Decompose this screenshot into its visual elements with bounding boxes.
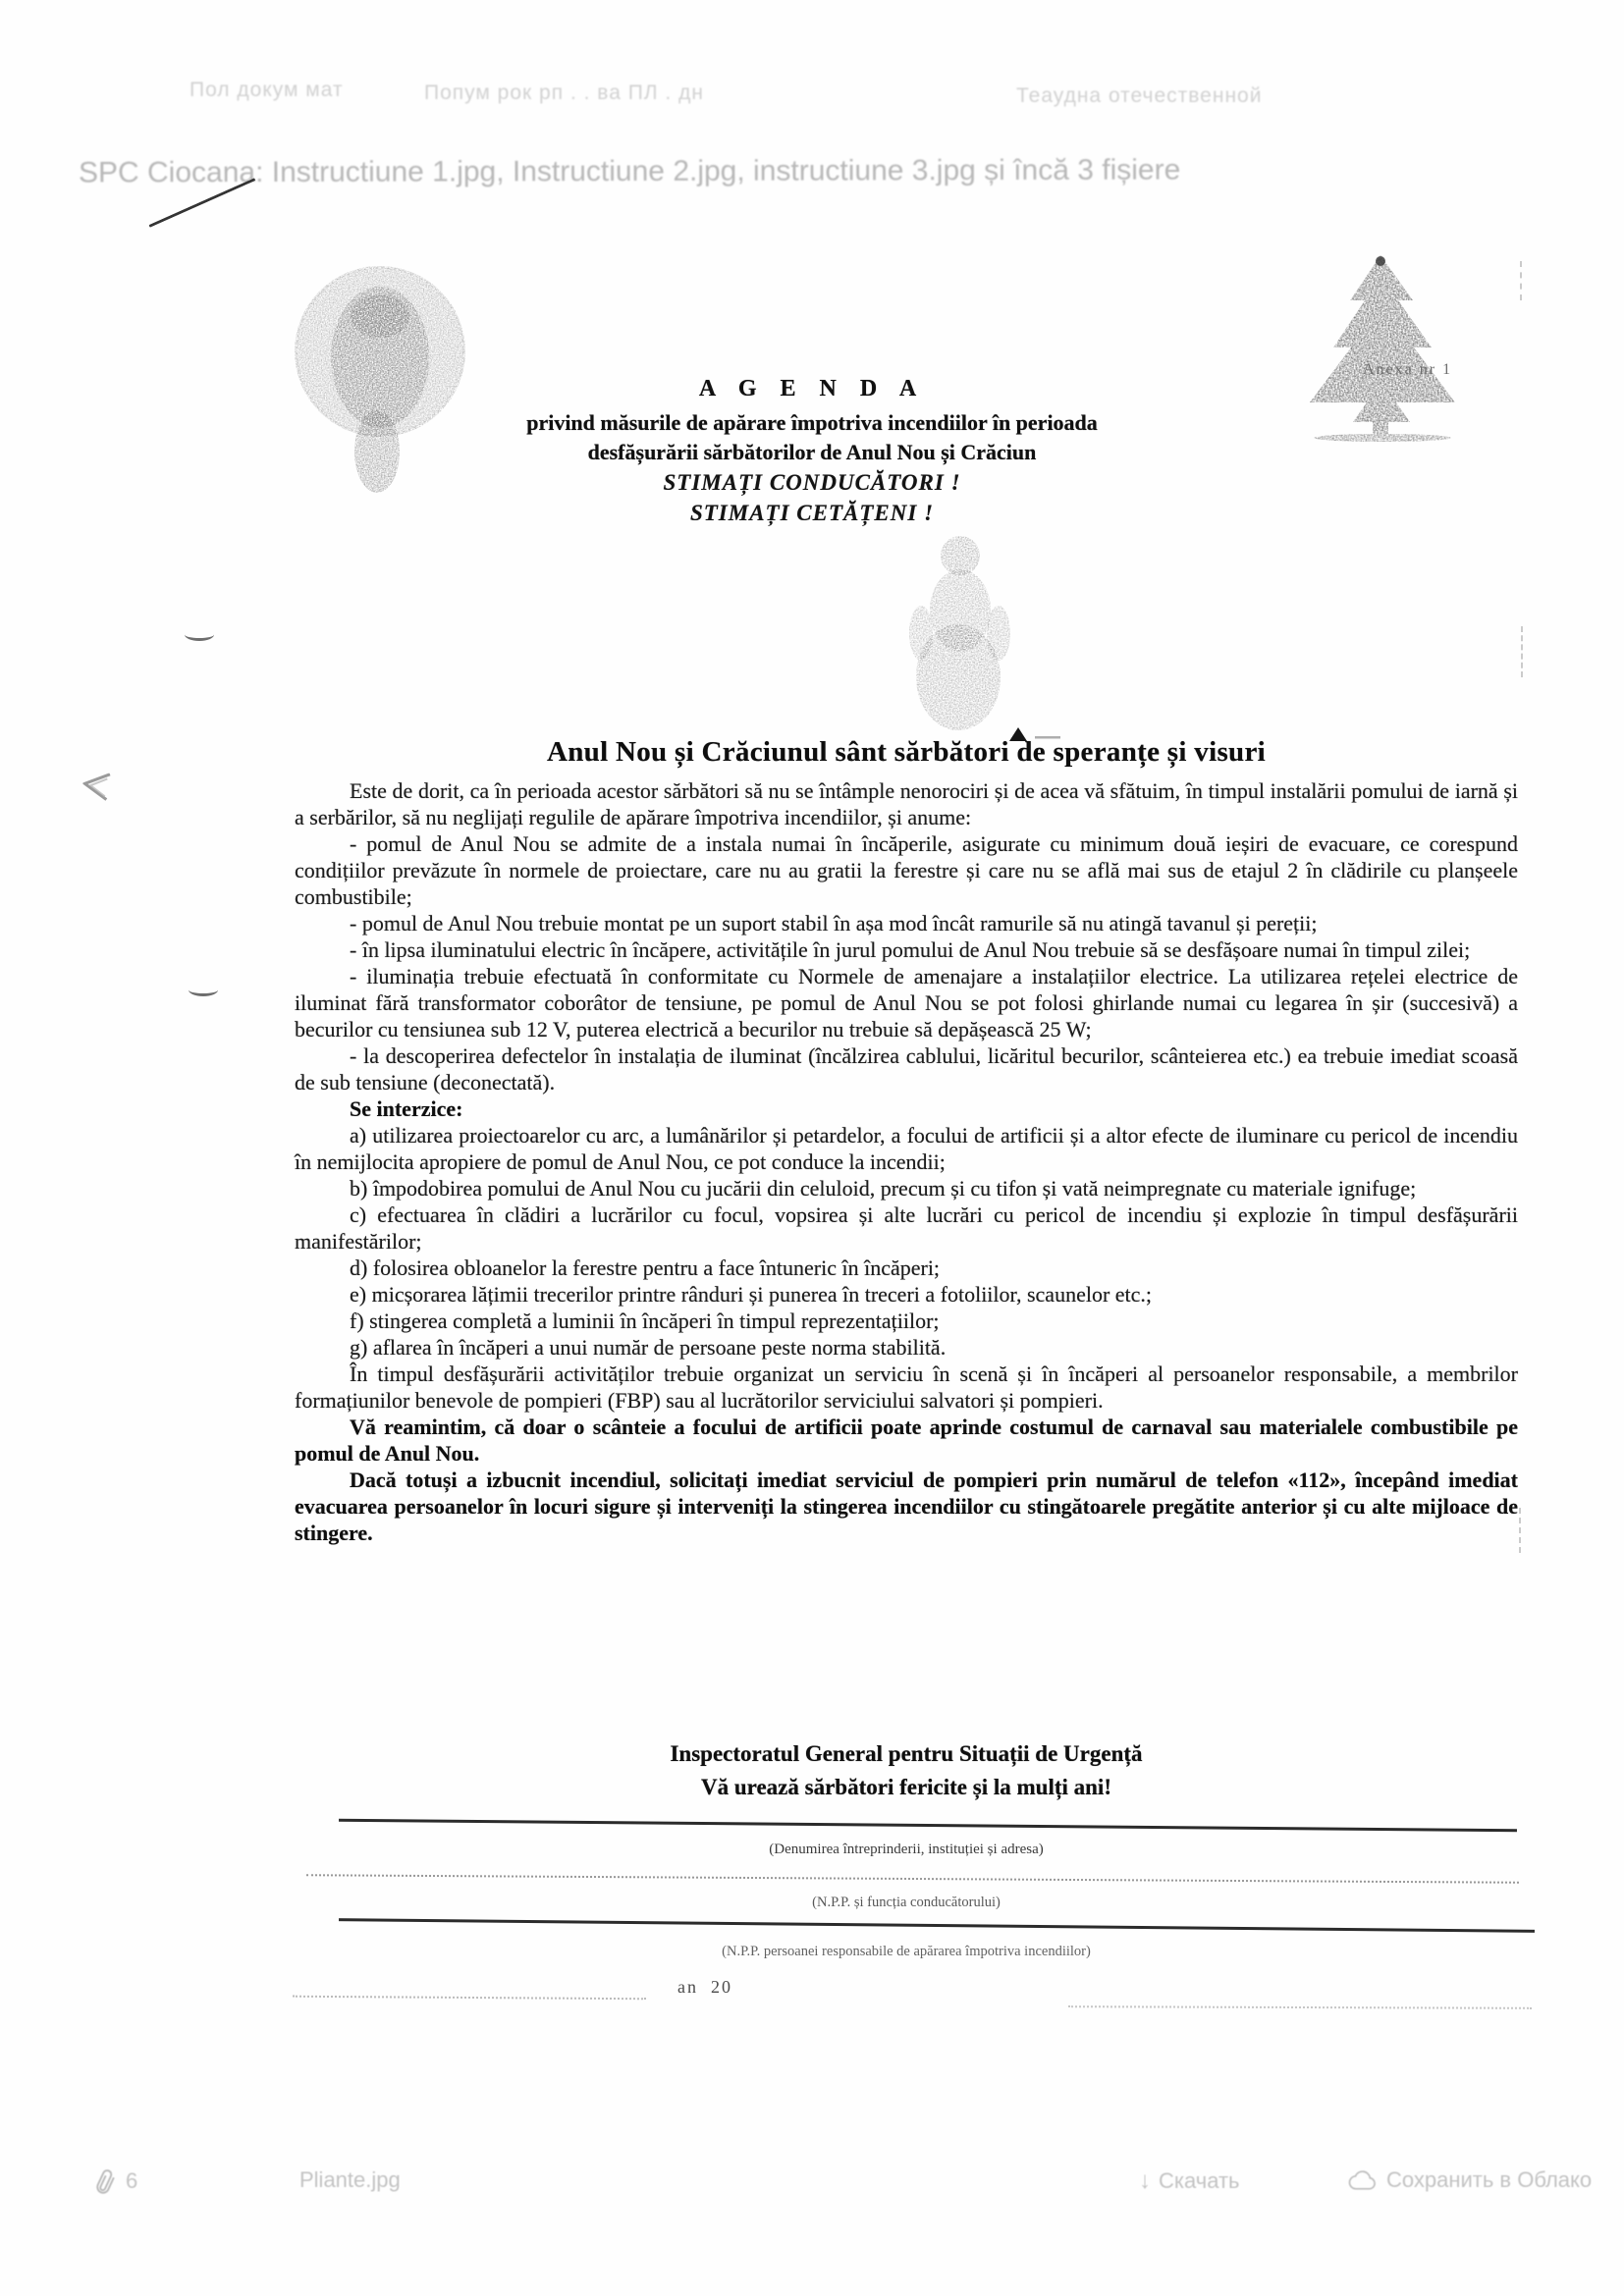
document-title: A G E N D A (698, 376, 926, 401)
salutation-leaders: STIMAȚI CONDUCĂTORI ! (663, 470, 961, 495)
paperclip-icon (86, 2163, 122, 2199)
file-tab-label: Pliante.jpg (299, 2167, 401, 2192)
form-rule (339, 1819, 1517, 1833)
signature-line-1: Inspectoratul General pentru Situații de Urgență (670, 1741, 1143, 1766)
download-icon: ↓ (1139, 2167, 1151, 2194)
signature-block (295, 1737, 1518, 1804)
margin-tick-mark (189, 984, 218, 996)
closing-paragraph: În timpul desfășurării activităților trebuie organizat un serviciu în scenă și în încăperi al persoanelor responsabile, a membrilor formațiunilor benevole de pompieri (FBP) sau al lucrătorilor serviciului salvatori și pompieri. (295, 1362, 1518, 1413)
interdiction-item: d) folosirea obloanelor la ferestre pentru a face întuneric în încăperi; (350, 1255, 941, 1280)
dotted-line (293, 1996, 646, 2001)
signature-line-2: Vă urează sărbători fericite și la mulți ani! (701, 1775, 1111, 1799)
interdiction-item: a) utilizarea proiectoarelor cu arc, a lumânărilor și petardelor, a focului de artificii și a altor efecte de iluminare cu pericol de incendiu în nemijlocita apropiere de pomul de Anul Nou, ce pot conduce la incendii; (295, 1123, 1518, 1174)
document-heading: Anul Nou și Crăciunul sânt sărbători de speranțe și visuri (546, 736, 1266, 768)
warning-paragraph: Vă reamintim, că doar o scânteie a focului de artificii poate aprinde costumul de carnaval sau materialele combustibile pe pomul de Anul Nou. (295, 1415, 1518, 1466)
form-caption: (Denumirea întreprinderii, instituției și adresa) (769, 1842, 1044, 1857)
santa-figure-image (895, 530, 1028, 736)
download-button[interactable] (1139, 2167, 1240, 2195)
scan-artifact-dashes (1521, 626, 1523, 677)
cloud-icon (1347, 2169, 1379, 2191)
paragraph: - la descoperirea defectelor în instalația de iluminat (încălzirea cablului, licăritul becurilor, scânteierea etc.) ea trebuie imediat scoasă de sub tensiune (deconectată). (295, 1043, 1518, 1095)
salutation-citizens: STIMAȚI CETĂȚENI ! (689, 501, 935, 525)
interdiction-item: f) stingerea completă a luminii în încăperi în timpul reprezentațiilor; (350, 1308, 940, 1333)
file-tab[interactable] (299, 2167, 401, 2193)
attachment-count: 6 (126, 2168, 138, 2193)
interdiction-heading: Se interzice: (350, 1096, 463, 1121)
form-rule (306, 1874, 1519, 1884)
interdiction-item: b) împodobirea pomului de Anul Nou cu jucării din celuloid, precum și cu tifon și vată neimpregnate cu materiale ignifuge; (350, 1176, 1417, 1201)
interdiction-item: e) micșorarea lățimii trecerilor printre rânduri și punerea în treceri a fotoliilor, scaunelor etc.; (350, 1282, 1153, 1307)
document-body (295, 734, 1518, 1546)
ghost-header-fragment: Теаудна отечественной (1016, 84, 1263, 107)
document-subtitle: privind măsurile de apărare împotriva incendiilor în perioada desfășurării sărbătorilor de Anul Nou și Crăciun (526, 410, 1098, 464)
christmas-tree-image (1292, 253, 1474, 445)
save-label: Сохранить в Облако (1386, 2167, 1593, 2192)
scan-artifact-dashes (1519, 1508, 1521, 1553)
year-label: an 20 (677, 1977, 732, 1997)
margin-tick-mark (185, 628, 214, 641)
form-rule (339, 1918, 1535, 1933)
save-to-cloud-button[interactable] (1347, 2167, 1592, 2193)
attachments-count-button[interactable] (90, 2167, 137, 2195)
form-caption: (N.P.P. persoanei responsabile de apărarea împotriva incendiilor) (722, 1944, 1091, 1959)
warning-paragraph: Dacă totuși a izbucnit incendiul, solicitați imediat serviciul de pompieri prin numărul de telefon «112», începând imediat evacuarea persoanelor în locuri sigure și interveniți la stingerea incendiilor cu stingătoarele pregătite anterior și cu alte mijloace de stingere. (295, 1468, 1518, 1545)
interdiction-item: c) efectuarea în clădiri a lucrărilor cu focul, vopsirea și alte lucrări cu pericol de incendiu și explozie în timpul desfășurării manifestărilor; (295, 1202, 1518, 1254)
margin-scribble-mark (81, 770, 112, 805)
paragraph: Este de dorit, ca în perioada acestor sărbători să nu se întâmple nenorociri și de acea vă sfătuim, în timpul instalării pomului de iarnă și a serbărilor, să nu neglijați regulile de apărare împotriva incendiilor, și anume: (295, 778, 1518, 829)
dotted-line (1068, 2005, 1532, 2009)
paragraph: - iluminația trebuie efectuată în conformitate cu Normele de amenajare a instalațiilor electrice. La utilizarea rețelei electrice de iluminat fără transformator coborâtor de tensiune, pe pomul de Anul Nou se pot folosi ghirlande numai cu legarea în șir (succesivă) a becurilor cu tensiunea sub 12 V, puterea electrică a becurilor nu trebuie să depășească 25 W; (295, 964, 1518, 1041)
interdiction-item: g) aflarea în încăperi a unui număr de persoane peste norma stabilită. (350, 1335, 947, 1360)
attachments-title: SPC Ciocana: Instructiune 1.jpg, Instructiune 2.jpg, instructiune 3.jpg și încă 3 fișiere (78, 153, 1181, 189)
download-label: Скачать (1159, 2168, 1240, 2193)
document-title-block (489, 376, 1135, 528)
ghost-header-fragment: Пол докум мат (189, 79, 344, 101)
scan-artifact-dashes (1520, 261, 1522, 300)
paragraph: - în lipsa iluminatului electric în încăpere, activitățile în jurul pomului de Anul Nou trebuie să se desfășoare numai în timpul zilei; (350, 937, 1471, 962)
ghost-header-fragment: Попум рок рп . . ва ПЛ . дн (424, 81, 704, 104)
annex-label: Anexa nr 1 (1363, 361, 1453, 378)
paragraph: - pomul de Anul Nou trebuie montat pe un suport stabil în așa mod încât ramurile să nu atingă tavanul și pereții; (350, 911, 1318, 935)
form-caption: (N.P.P. și funcția conducătorului) (812, 1895, 1001, 1910)
emblem-image (293, 247, 467, 495)
paragraph: - pomul de Anul Nou se admite de a instala numai în încăperile, asigurate cu minimum două ieșiri de evacuare, ce corespund condițiilor prevăzute în normele de proiectare, care nu au gratii la ferestre și care nu se află mai sus de etajul 2 în clădirile cu planșeele combustibile; (295, 831, 1518, 909)
